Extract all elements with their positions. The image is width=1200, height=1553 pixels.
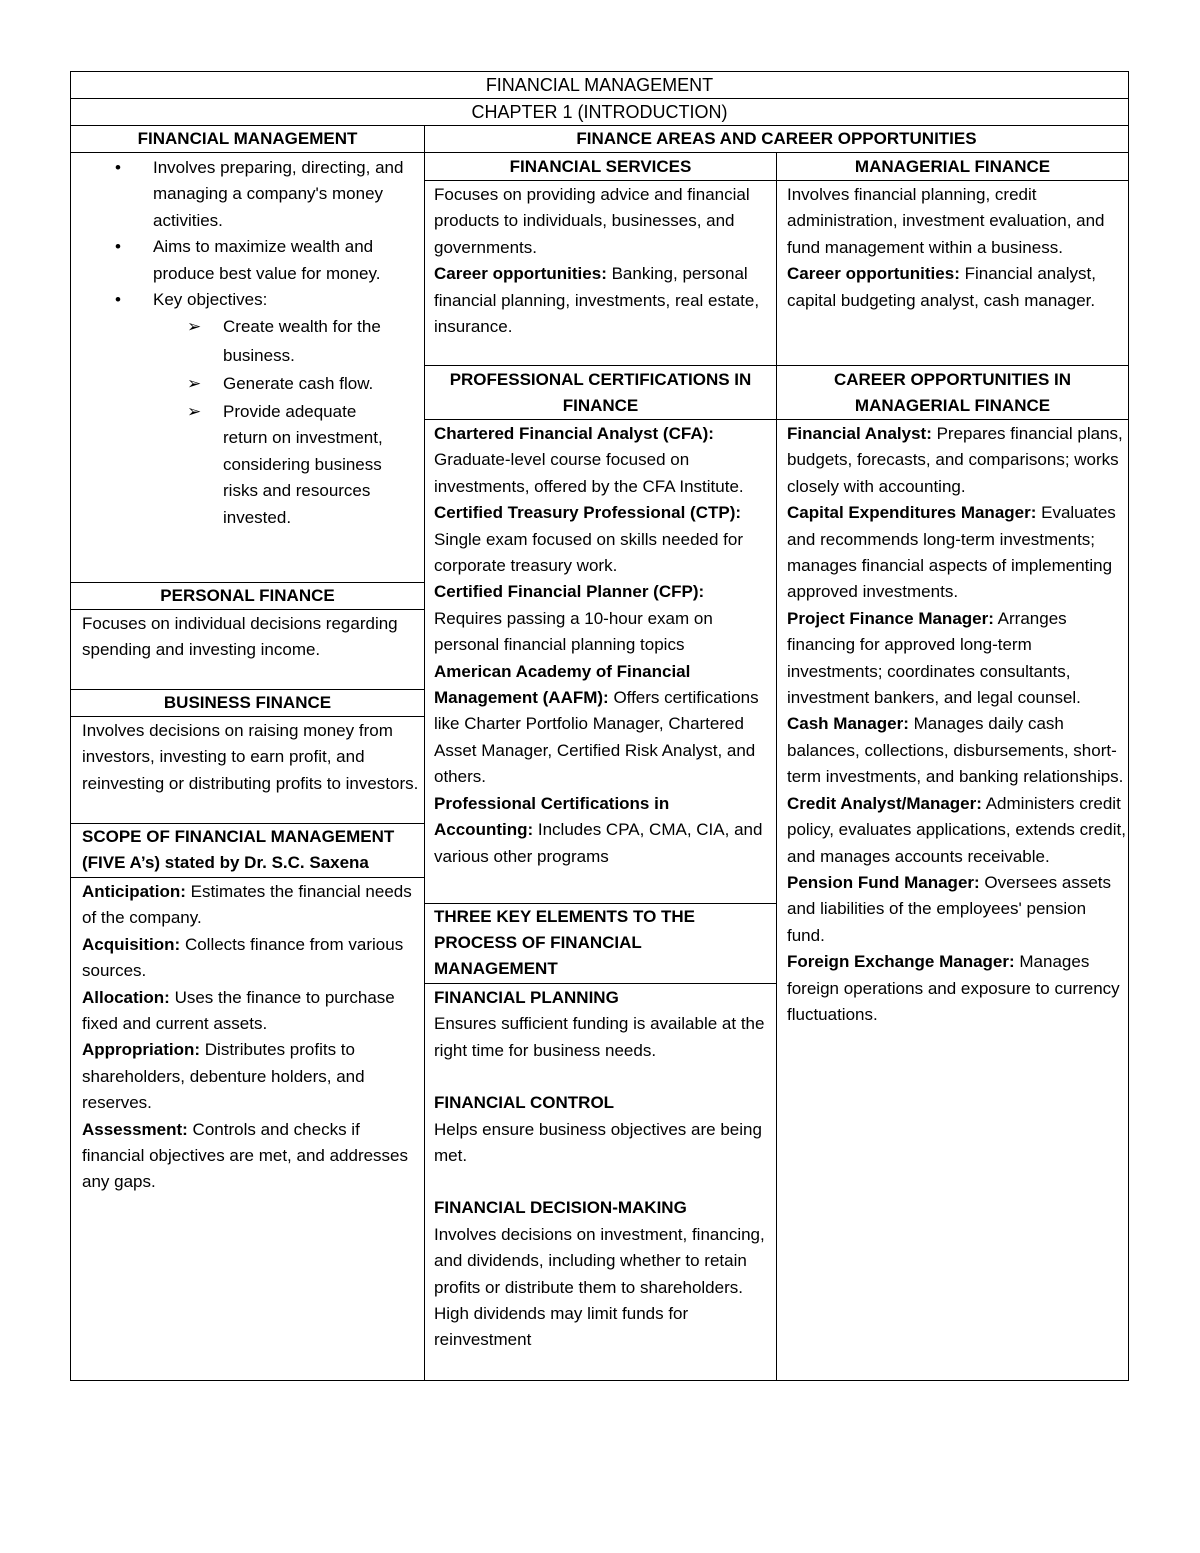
scope-header xyxy=(82,824,422,877)
certification-text: Requires passing a 10-hour exam on personal financial planning topics xyxy=(434,608,713,655)
career-title: Pension Fund Manager: xyxy=(787,872,980,892)
key-element-text: Helps ensure business objectives are being met. xyxy=(434,1119,762,1166)
business-finance-text: Involves decisions on raising money from investors, investing to earn profit, and reinvesting or distributing profits to investors. xyxy=(82,721,419,793)
bullet-icon: • xyxy=(115,290,121,310)
scope-item-term: Allocation: xyxy=(82,987,170,1007)
career-item xyxy=(787,791,1127,870)
certifications-content xyxy=(434,421,770,902)
rule-below-section-headers xyxy=(70,152,1129,153)
managerial-finance-content xyxy=(787,182,1125,364)
personal-finance-text: Focuses on individual decisions regarding spending and investing income. xyxy=(82,614,398,660)
objectives-list xyxy=(71,313,409,531)
career-text: Administers credit policy, evaluates applications, extends credit, and manages accounts receivable. xyxy=(787,793,1126,866)
careers-header-line-1: CAREER OPPORTUNITIES IN xyxy=(833,370,1072,389)
table-border-right xyxy=(1128,71,1129,1381)
key-element-title: FINANCIAL PLANNING xyxy=(434,988,619,1007)
scope-item-text: Collects finance from various sources. xyxy=(82,934,404,981)
career-item xyxy=(787,421,1127,500)
arrow-bullet-icon: ➢ xyxy=(187,317,202,337)
certification-text: Includes CPA, CMA, CIA, and various other programs xyxy=(434,820,763,866)
scope-item-text: Controls and checks if financial objectives are met, and addresses any gaps. xyxy=(82,1119,409,1192)
scope-item-text: Distributes profits to shareholders, debenture holders, and reserves. xyxy=(82,1040,365,1113)
rule-below-elements-header xyxy=(424,983,776,984)
financial-management-header xyxy=(71,126,424,152)
certifications-header-line-2: FINANCE xyxy=(562,396,639,415)
career-title: Project Finance Manager: xyxy=(787,608,994,628)
career-title: Financial Analyst: xyxy=(787,424,932,443)
scope-item xyxy=(82,1037,418,1116)
careers-header xyxy=(777,367,1128,419)
career-item xyxy=(787,870,1127,949)
key-elements-header-line-2: PROCESS OF FINANCIAL xyxy=(434,933,642,952)
certification-text: Offers certifications like Charter Portfolio Manager, Chartered Asset Manager, Certified Risk Analyst, and others. xyxy=(434,688,759,787)
scope-item-term: Appropriation: xyxy=(82,1040,201,1060)
scope-content xyxy=(82,879,418,1199)
key-element-item xyxy=(434,1195,770,1353)
key-elements-header xyxy=(434,904,774,983)
table-border-bottom xyxy=(70,1380,1129,1381)
career-opportunities-text: Banking, personal financial planning, investments, real estate, insurance. xyxy=(434,264,760,337)
scope-item-term: Assessment: xyxy=(82,1119,188,1139)
objective-text: Generate cash flow. xyxy=(223,374,374,394)
career-text: Arranges financing for approved long-term investments; coordinates consultants, investment bankers, and legal counsel. xyxy=(787,608,1081,708)
financial-management-content xyxy=(71,155,421,581)
certification-text: Graduate-level course focused on investments, offered by the CFA Institute. xyxy=(434,450,744,496)
arrow-bullet-icon: ➢ xyxy=(187,401,202,421)
career-text: Manages foreign operations and exposure to currency fluctuations. xyxy=(787,952,1120,1024)
personal-finance-content xyxy=(82,611,418,689)
managerial-finance-text: Involves financial planning, credit administration, investment evaluation, and fund management within a business. xyxy=(787,185,1105,257)
list-item xyxy=(71,370,405,399)
career-title: Cash Manager: xyxy=(787,714,909,734)
bullet-text: Involves preparing, directing, and managing a company's money activities. xyxy=(153,158,404,230)
list-item xyxy=(71,155,409,234)
bullet-icon: • xyxy=(115,158,121,177)
list-item xyxy=(71,287,409,313)
personal-finance-header-text: PERSONAL FINANCE xyxy=(160,586,335,605)
document-title-text: FINANCIAL MANAGEMENT xyxy=(485,75,714,95)
certification-item xyxy=(434,659,770,791)
key-element-text: Involves decisions on investment, financing, and dividends, including whether to retain profits or distribute them to shareholders. High dividends may limit funds for reinvestment xyxy=(434,1224,765,1350)
key-element-item xyxy=(434,1090,770,1169)
scope-item-term: Anticipation: xyxy=(82,882,186,901)
arrow-bullet-icon: ➢ xyxy=(187,374,202,394)
key-element-item xyxy=(434,985,770,1064)
business-finance-header xyxy=(71,690,424,716)
certification-item xyxy=(434,421,770,500)
certification-name: Professional Certifications in Accounting: xyxy=(434,793,670,840)
career-text: Evaluates and recommends long-term investments; manages financial aspects of implementing approved investments. xyxy=(787,503,1116,602)
scope-header-line-2: (FIVE A’s) stated by Dr. S.C. Saxena xyxy=(82,853,369,872)
column-divider-2 xyxy=(776,152,777,1381)
bullet-text: Aims to maximize wealth and produce best value for money. xyxy=(153,237,381,283)
careers-header-line-2: MANAGERIAL FINANCE xyxy=(854,396,1051,415)
career-title: Foreign Exchange Manager: xyxy=(787,952,1015,972)
financial-services-content xyxy=(434,182,768,364)
personal-finance-header xyxy=(71,583,424,609)
key-element-text: Ensures sufficient funding is available at the right time for business needs. xyxy=(434,1014,765,1060)
career-opportunities-label: Career opportunities: xyxy=(787,264,960,284)
managerial-finance-careers xyxy=(787,261,1125,314)
objective-text: Provide adequate return on investment, considering business risks and resources invested. xyxy=(223,401,383,527)
financial-management-bullet-list xyxy=(71,155,409,313)
spacer xyxy=(434,1064,770,1090)
list-item xyxy=(71,234,409,287)
list-item xyxy=(71,399,405,531)
finance-areas-header-text: FINANCE AREAS AND CAREER OPPORTUNITIES xyxy=(576,129,977,148)
certification-name: Certified Financial Planner (CFP): xyxy=(434,582,705,602)
certifications-header-line-1: PROFESSIONAL CERTIFICATIONS IN xyxy=(449,370,752,389)
financial-services-header-text: FINANCIAL SERVICES xyxy=(509,157,692,176)
certification-text: Single exam focused on skills needed for corporate treasury work. xyxy=(434,529,744,576)
certification-name: American Academy of Financial Management (AAFM): xyxy=(434,661,691,708)
career-item xyxy=(787,711,1127,790)
business-finance-header-text: BUSINESS FINANCE xyxy=(163,693,332,712)
certification-name: Chartered Financial Analyst (CFA): xyxy=(434,424,714,443)
career-item xyxy=(787,949,1127,1028)
document-title xyxy=(70,72,1129,98)
key-element-title: FINANCIAL DECISION-MAKING xyxy=(434,1198,687,1218)
career-item xyxy=(787,500,1127,606)
financial-management-header-text: FINANCIAL MANAGEMENT xyxy=(137,129,358,148)
financial-services-header xyxy=(425,154,776,180)
certification-item xyxy=(434,579,770,658)
career-text: Oversees assets and liabilities of the employees' pension fund. xyxy=(787,872,1112,945)
certifications-header xyxy=(425,367,776,419)
finance-areas-header xyxy=(425,126,1128,152)
scope-item-text: Uses the finance to purchase fixed and current assets. xyxy=(82,987,395,1034)
key-elements-content xyxy=(434,985,770,1379)
rule-below-scope-header xyxy=(70,877,424,878)
key-elements-header-line-1: THREE KEY ELEMENTS TO THE xyxy=(434,907,696,926)
managerial-finance-header-text: MANAGERIAL FINANCE xyxy=(854,157,1051,176)
scope-item-text: Estimates the financial needs of the company. xyxy=(82,882,412,928)
career-opportunities-text: Financial analyst, capital budgeting analyst, cash manager. xyxy=(787,264,1096,310)
financial-services-text: Focuses on providing advice and financial products to individuals, businesses, and governments. xyxy=(434,185,750,257)
bullet-icon: • xyxy=(115,237,121,257)
scope-header-line-1: SCOPE OF FINANCIAL MANAGEMENT xyxy=(82,827,395,846)
scope-item xyxy=(82,879,418,932)
chapter-title-text: CHAPTER 1 (INTRODUCTION) xyxy=(471,102,728,122)
managerial-finance-header xyxy=(777,154,1128,180)
rule-below-business-header xyxy=(70,716,424,717)
objective-text: Create wealth for the business. xyxy=(223,317,381,365)
certification-name: Certified Treasury Professional (CTP): xyxy=(434,503,742,523)
career-item xyxy=(787,606,1127,712)
rule-below-personal-header xyxy=(70,609,424,610)
financial-services-careers xyxy=(434,261,768,340)
column-divider-1 xyxy=(424,125,425,1381)
key-elements-header-line-3: MANAGEMENT xyxy=(434,959,558,978)
key-element-title: FINANCIAL CONTROL xyxy=(434,1093,615,1113)
career-text: Manages daily cash balances, collections, disbursements, short-term investments, and banking relationships. xyxy=(787,714,1124,787)
career-text: Prepares financial plans, budgets, forecasts, and comparisons; works closely with accounting. xyxy=(787,424,1123,496)
chapter-title xyxy=(70,99,1129,125)
business-finance-content xyxy=(82,718,420,823)
scope-item xyxy=(82,985,418,1038)
career-title: Capital Expenditures Manager: xyxy=(787,503,1037,523)
spacer xyxy=(434,1169,770,1195)
certification-item xyxy=(434,791,770,870)
careers-content xyxy=(787,421,1127,1181)
list-item xyxy=(71,313,405,370)
scope-item-term: Acquisition: xyxy=(82,934,181,954)
bullet-text: Key objectives: xyxy=(153,290,268,310)
certification-item xyxy=(434,500,770,579)
career-opportunities-label: Career opportunities: xyxy=(434,264,607,284)
scope-item xyxy=(82,1117,418,1196)
career-title: Credit Analyst/Manager: xyxy=(787,793,982,813)
scope-item xyxy=(82,932,418,985)
